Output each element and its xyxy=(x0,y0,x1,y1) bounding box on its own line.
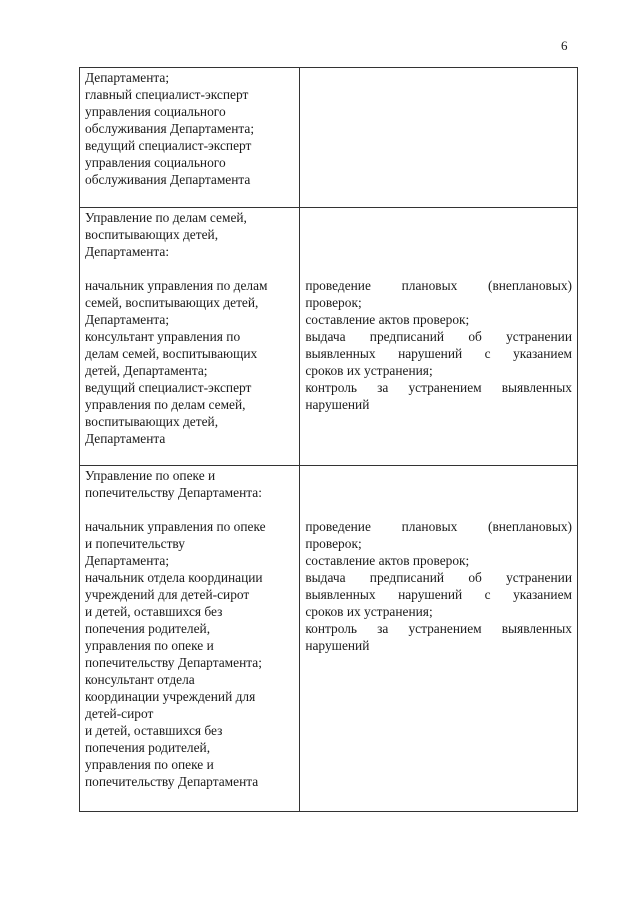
text-line: ведущий специалист-эксперт xyxy=(85,380,252,395)
text-line: Департамента xyxy=(85,431,166,446)
section-heading-line: воспитывающих детей, xyxy=(85,227,219,242)
text-line: управления по опеке и xyxy=(85,638,214,653)
text-line: начальник управления по делам xyxy=(85,278,268,293)
text-line: составление актов проверок; xyxy=(305,312,470,327)
table-row-continuation xyxy=(80,68,578,208)
spacer xyxy=(85,260,294,277)
cell-responsible-officials xyxy=(80,466,300,812)
text-line: выдача предписаний об устранении xyxy=(305,329,572,344)
text-line: попечительству Департамента; xyxy=(85,655,262,670)
text-line: обслуживания Департамента; xyxy=(85,121,255,136)
section-heading-line: Управление по делам семей, xyxy=(85,210,247,225)
page-number: 6 xyxy=(561,38,568,53)
text-line: управления социального xyxy=(85,155,226,170)
text-line: консультант отдела xyxy=(85,672,195,687)
text-line: учреждений для детей-сирот xyxy=(85,587,250,602)
section-heading-line: Департамента: xyxy=(85,244,170,259)
text-line: проверок; xyxy=(305,536,362,551)
functions-list xyxy=(305,467,572,654)
text-line: проведение плановых (внеплановых) xyxy=(305,278,572,293)
text-line: и детей, оставшихся без xyxy=(85,604,223,619)
functions-list xyxy=(305,209,572,413)
text-line: управления по делам семей, xyxy=(85,397,246,412)
cell-functions xyxy=(300,208,578,466)
cell-functions-empty xyxy=(300,68,578,208)
text-line: координации учреждений для xyxy=(85,689,256,704)
text-line: сроков их устранения; xyxy=(305,363,433,378)
text-line: делам семей, воспитывающих xyxy=(85,346,258,361)
table-row-guardianship xyxy=(80,466,578,812)
text-line: сроков их устранения; xyxy=(305,604,433,619)
text-line: обслуживания Департамента xyxy=(85,172,251,187)
text-line: нарушений xyxy=(305,638,370,653)
text-line: семей, воспитывающих детей, xyxy=(85,295,259,310)
text-line: контроль за устранением выявленных xyxy=(305,380,572,395)
text-line: управления по опеке и xyxy=(85,757,214,772)
text-line: начальник управления по опеке xyxy=(85,519,266,534)
text-line: попечения родителей, xyxy=(85,621,211,636)
text-line: контроль за устранением выявленных xyxy=(305,621,572,636)
text-line: Департамента; xyxy=(85,553,170,568)
cell-responsible-officials xyxy=(80,68,300,208)
text-line: нарушений xyxy=(305,397,370,412)
text-line: попечительству Департамента xyxy=(85,774,259,789)
text-line: главный специалист-эксперт xyxy=(85,87,249,102)
cell-functions xyxy=(300,466,578,812)
text-line: выявленных нарушений с указанием xyxy=(305,346,572,361)
text-line: начальник отдела координации xyxy=(85,570,263,585)
text-line: Департамента; xyxy=(85,312,170,327)
table-row-family-affairs xyxy=(80,208,578,466)
text-line: детей, Департамента; xyxy=(85,363,208,378)
text-line: составление актов проверок; xyxy=(305,553,470,568)
text-line: проверок; xyxy=(305,295,362,310)
text-line: попечения родителей, xyxy=(85,740,211,755)
spacer xyxy=(85,501,294,518)
text-line: и попечительству xyxy=(85,536,185,551)
section-heading-line: попечительству Департамента: xyxy=(85,485,262,500)
text-line: и детей, оставшихся без xyxy=(85,723,223,738)
document-table xyxy=(79,67,578,812)
text-line: управления социального xyxy=(85,104,226,119)
text-line: выявленных нарушений с указанием xyxy=(305,587,572,602)
text-line: Департамента; xyxy=(85,70,170,85)
text-line: ведущий специалист-эксперт xyxy=(85,138,252,153)
text-line: проведение плановых (внеплановых) xyxy=(305,519,572,534)
text-line: выдача предписаний об устранении xyxy=(305,570,572,585)
text-line: детей-сирот xyxy=(85,706,154,721)
cell-responsible-officials xyxy=(80,208,300,466)
text-line: воспитывающих детей, xyxy=(85,414,219,429)
section-heading-line: Управление по опеке и xyxy=(85,468,216,483)
text-line: консультант управления по xyxy=(85,329,241,344)
